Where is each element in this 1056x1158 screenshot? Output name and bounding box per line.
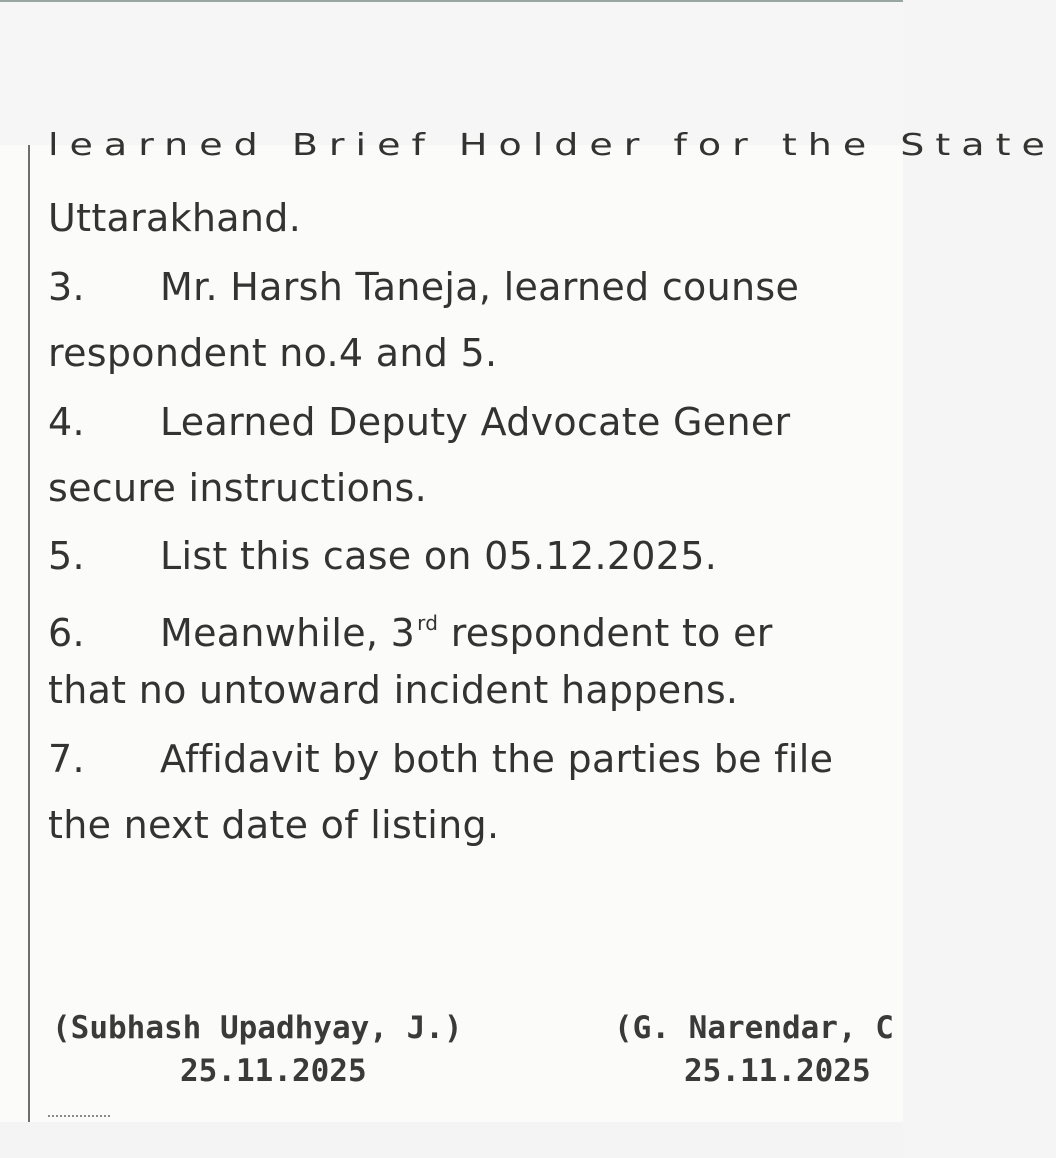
text-line [48, 328, 497, 378]
top-blank-band [0, 0, 903, 145]
paragraph-4 [48, 397, 790, 447]
paragraph-3 [48, 262, 799, 312]
paragraph-number: 4. [48, 400, 85, 444]
line-text: Meanwhile, 3 [160, 611, 416, 655]
signature-name-1: (Subhash Upadhyay, J.) [52, 1010, 463, 1046]
text-line [48, 463, 427, 513]
line-text: List this case on 05.12.2025. [160, 534, 718, 578]
paragraph-7 [48, 734, 833, 784]
document-page [0, 127, 1056, 1122]
paragraph-5 [48, 531, 717, 581]
text-line [48, 665, 738, 715]
paragraph-number: 5. [48, 534, 85, 578]
cut-off-line: learned Brief Holder for the State [48, 127, 1056, 163]
text-line [48, 800, 499, 850]
left-margin-rule [28, 145, 30, 1122]
line-text: respondent no.4 and 5. [48, 331, 498, 375]
paragraph-number: 6. [48, 611, 85, 655]
line-text: Affidavit by both the parties be file [160, 737, 834, 781]
ordinal-superscript: rd [417, 611, 439, 635]
signature-name-2: (G. Narendar, C [614, 1010, 894, 1046]
paragraph-number: 3. [48, 265, 85, 309]
line-text: the next date of listing. [48, 803, 500, 847]
line-text: respondent to er [438, 611, 773, 655]
footer-dots [48, 1115, 110, 1120]
bottom-blank-band [0, 1122, 903, 1158]
paragraph-number: 7. [48, 737, 85, 781]
line-text: secure instructions. [48, 466, 428, 510]
line-text: Learned Deputy Advocate Gener [160, 400, 791, 444]
line-text: that no untoward incident happens. [48, 668, 739, 712]
signature-date-2: 25.11.2025 [684, 1053, 871, 1089]
signature-date-1: 25.11.2025 [180, 1053, 367, 1089]
line-text: Mr. Harsh Taneja, learned counse [160, 265, 800, 309]
text-line [48, 193, 301, 243]
line-text: Uttarakhand. [48, 196, 302, 240]
paragraph-6 [48, 598, 773, 655]
